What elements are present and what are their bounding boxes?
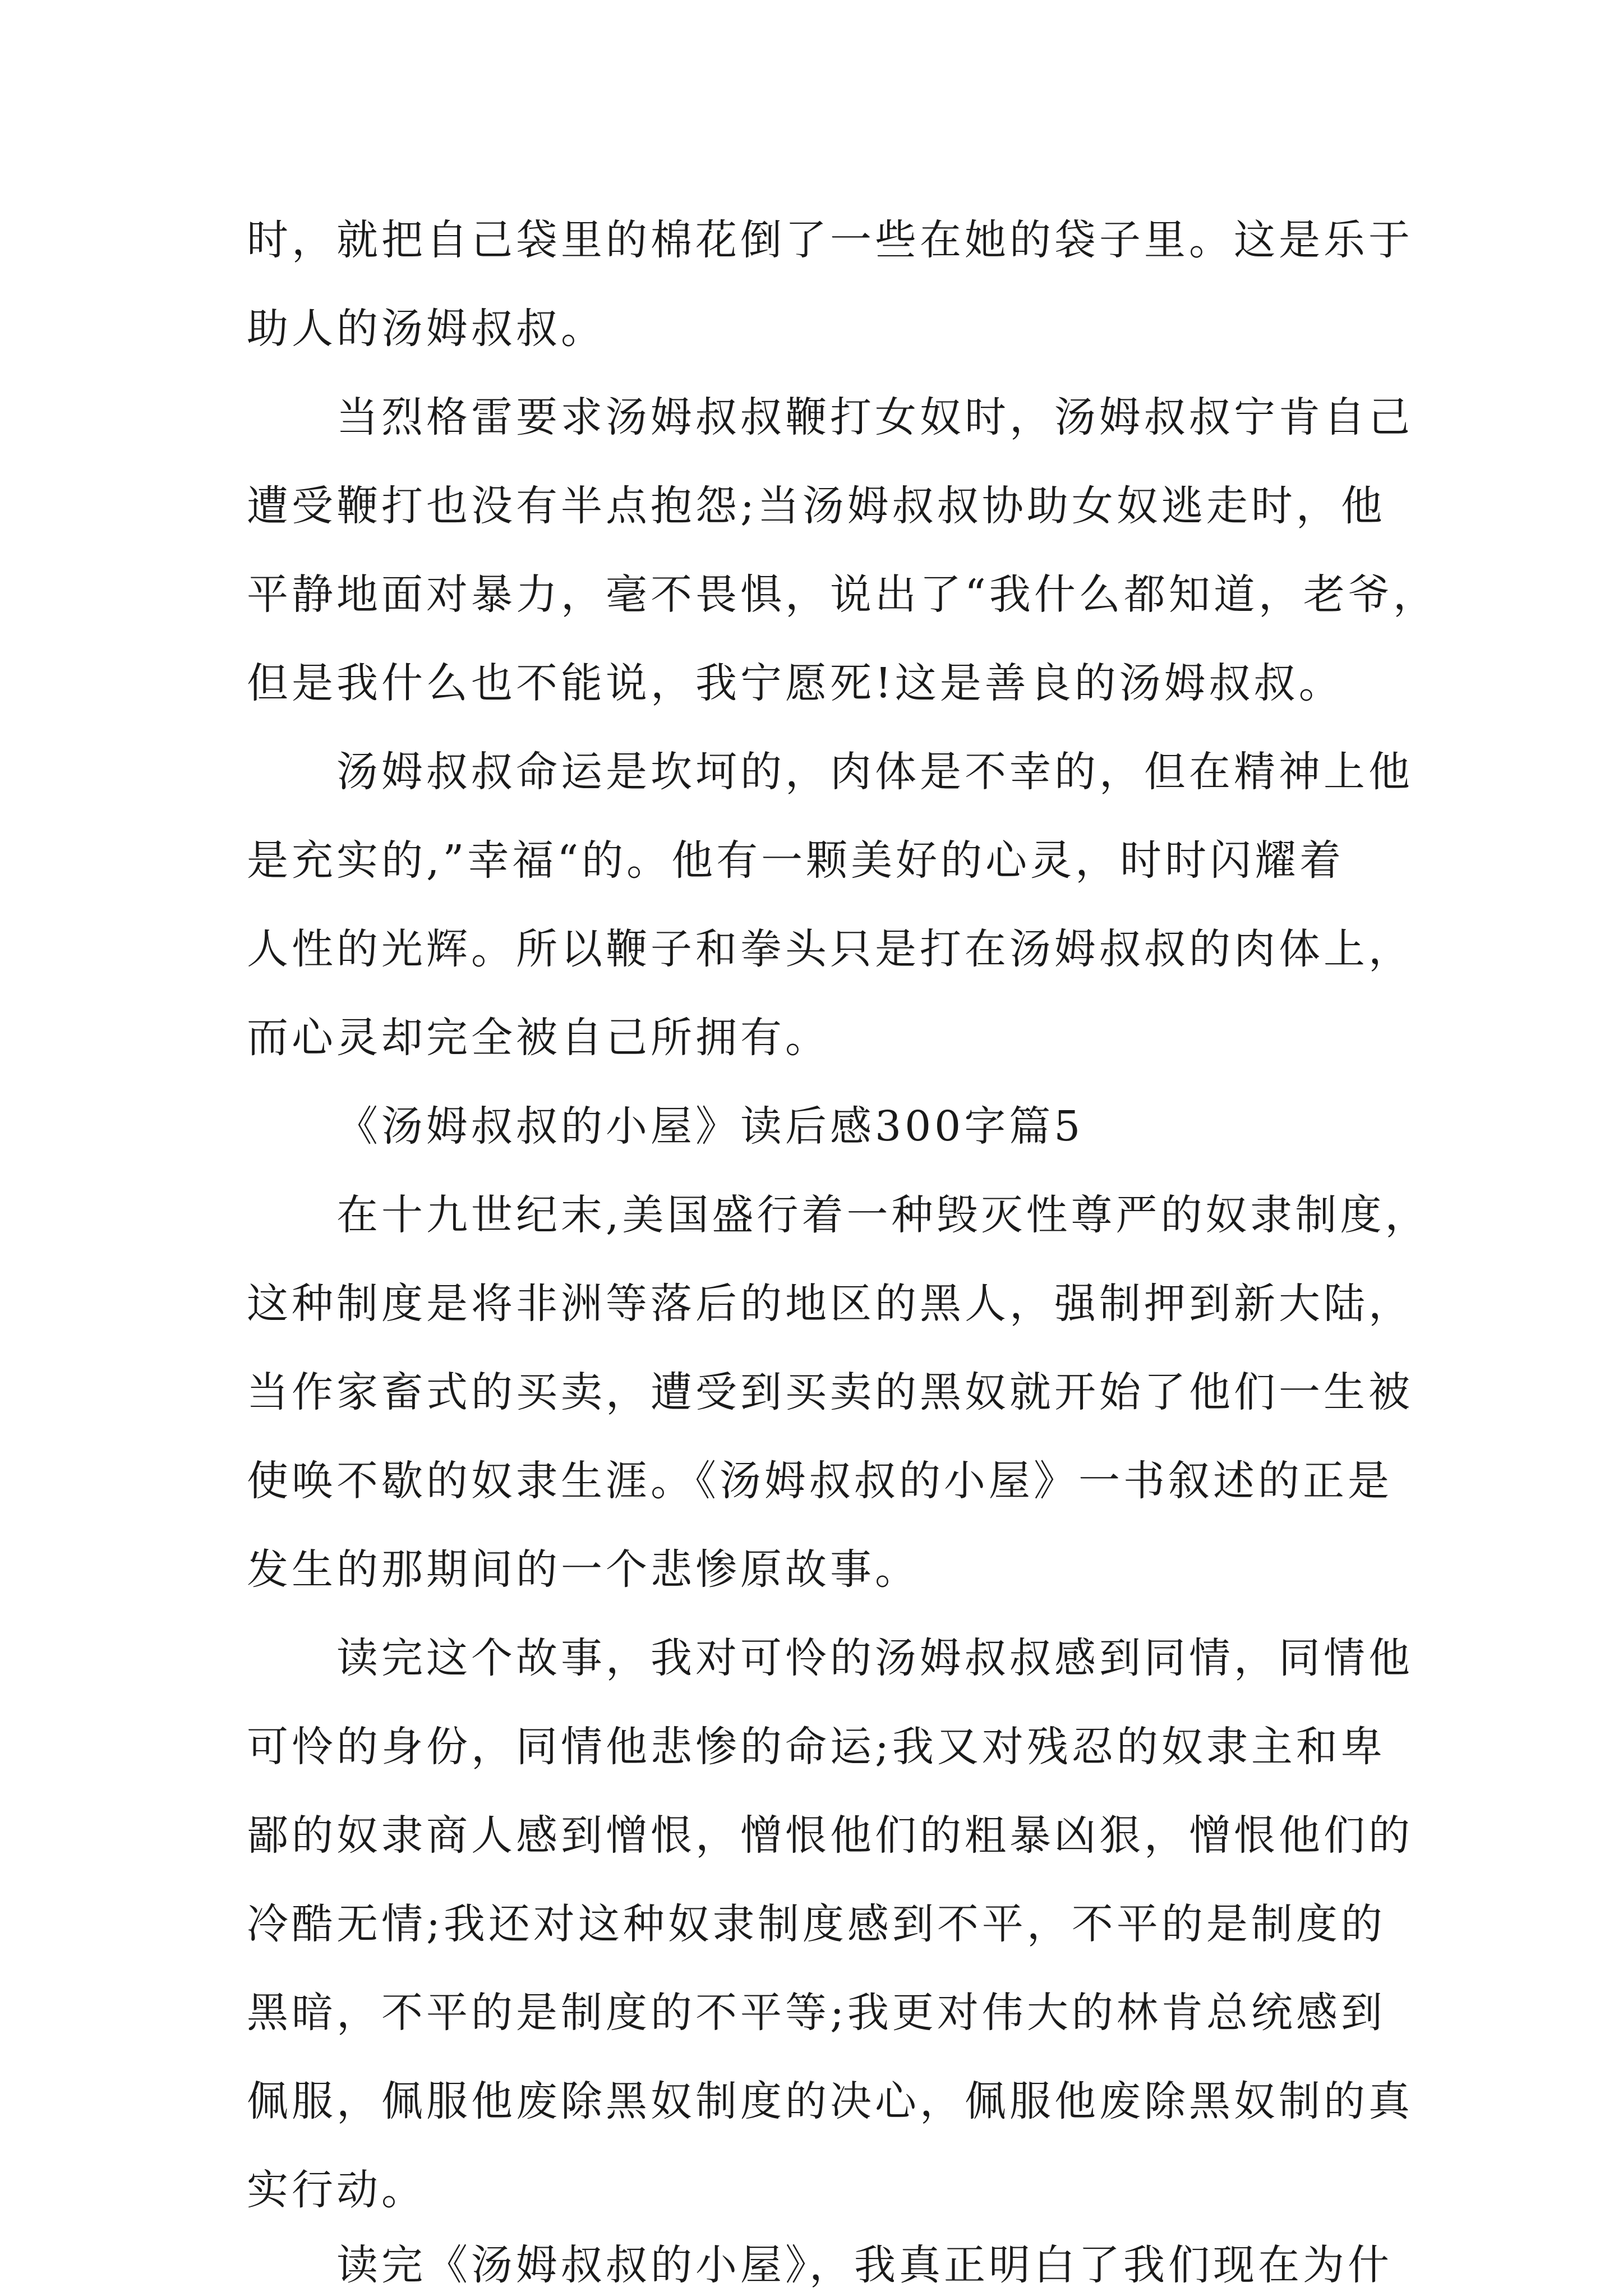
body-line: 但是我什么也不能说，我宁愿死!这是善良的汤姆叔叔。 (247, 659, 1344, 707)
body-line: 当作家畜式的买卖，遭受到买卖的黑奴就开始了他们一生被 (247, 1368, 1413, 1416)
body-line: 平静地面对暴力，毫不畏惧，说出了“我什么都知道，老爷， (247, 570, 1438, 619)
body-line: 这种制度是将非洲等落后的地区的黑人，强制押到新大陆， (247, 1280, 1413, 1328)
body-line: 助人的汤姆叔叔。 (247, 305, 606, 353)
section-heading: 《汤姆叔叔的小屋》读后感300字篇5 (336, 1102, 1084, 1151)
body-line: 在十九世纪末,美国盛行着一种毁灭性尊严的奴隶制度， (336, 1191, 1430, 1239)
body-line: 使唤不歇的奴隶生涯。《汤姆叔叔的小屋》一书叙述的正是 (247, 1457, 1393, 1505)
body-line: 可怜的身份，同情他悲惨的命运;我又对残忍的奴隶主和卑 (247, 1723, 1386, 1771)
body-line: 冷酷无情;我还对这种奴隶制度感到不平，不平的是制度的 (247, 1900, 1386, 1948)
body-line: 而心灵却完全被自己所拥有。 (247, 1014, 830, 1062)
body-line: 实行动。 (247, 2166, 426, 2214)
body-line: 是充实的,”幸福“的。他有一颗美好的心灵，时时闪耀着 (247, 836, 1345, 885)
body-line: 佩服，佩服他废除黑奴制度的决心，佩服他废除黑奴制的真 (247, 2077, 1413, 2125)
body-line: 鄙的奴隶商人感到憎恨，憎恨他们的粗暴凶狠，憎恨他们的 (247, 1811, 1413, 1860)
body-line: 读完《汤姆叔叔的小屋》，我真正明白了我们现在为什 (336, 2241, 1393, 2289)
body-line: 当烈格雷要求汤姆叔叔鞭打女奴时，汤姆叔叔宁肯自己 (336, 393, 1413, 441)
body-line: 人性的光辉。所以鞭子和拳头只是打在汤姆叔叔的肉体上， (247, 925, 1413, 973)
body-line: 黑暗，不平的是制度的不平等;我更对伟大的林肯总统感到 (247, 1989, 1386, 2037)
body-line: 读完这个故事，我对可怜的汤姆叔叔感到同情，同情他 (336, 1634, 1413, 1682)
body-line: 发生的那期间的一个悲惨原故事。 (247, 1545, 920, 1594)
body-line: 时，就把自己袋里的棉花倒了一些在她的袋子里。这是乐于 (247, 216, 1413, 264)
body-line: 汤姆叔叔命运是坎坷的，肉体是不幸的，但在精神上他 (336, 748, 1413, 796)
body-line: 遭受鞭打也没有半点抱怨;当汤姆叔叔协助女奴逃走时，他 (247, 482, 1386, 530)
